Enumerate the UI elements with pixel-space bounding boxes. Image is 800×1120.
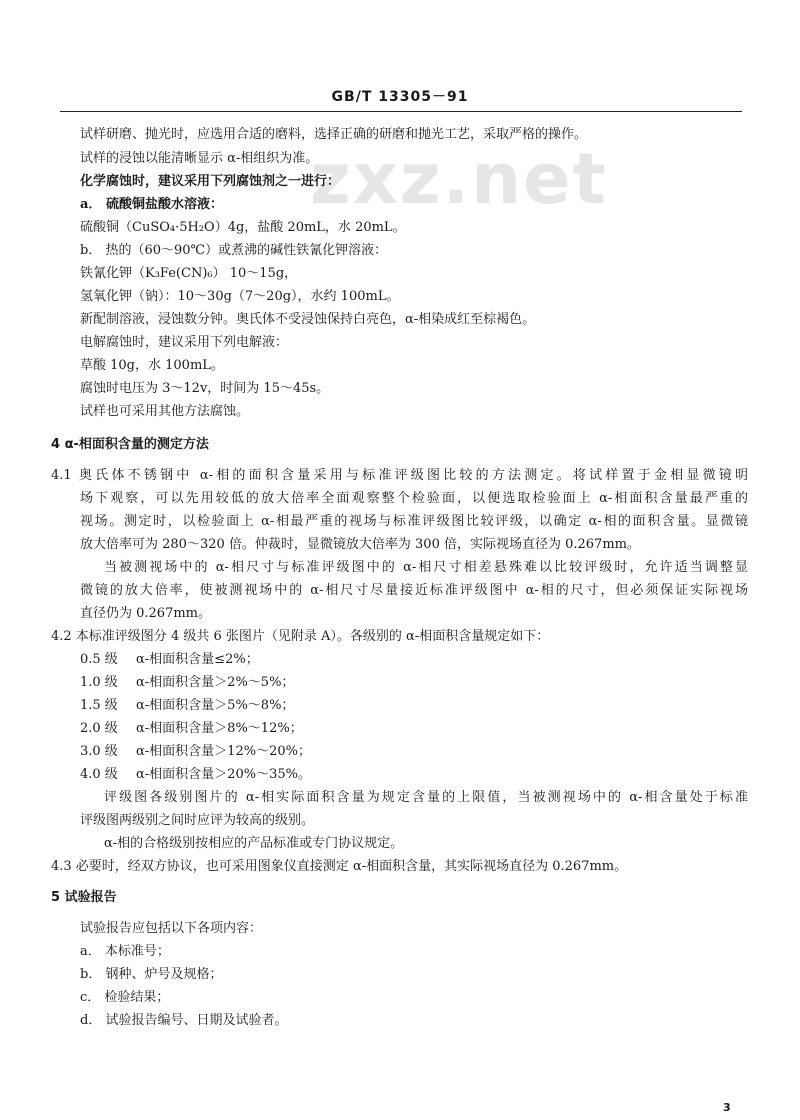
text-line: 化学腐蚀时，建议采用下列腐蚀剂之一进行： <box>80 174 341 189</box>
list-item-b: b． 热的（60～90℃）或煮沸的碱性铁氰化钾溶液： <box>80 243 388 258</box>
grade-level: 1.5 级 <box>80 698 118 713</box>
text-line: 腐蚀时电压为 3～12v，时间为 15～45s。 <box>80 381 330 396</box>
section-heading-5: 5 试验报告 <box>51 890 117 905</box>
grade-item <box>80 720 303 738</box>
paragraph-line: 当被测视场中的 α-相尺寸与标准评级图中的 α-相尺寸相差悬殊难以比较评级时，允许适当调整显 <box>104 560 748 575</box>
page-number: 3 <box>723 1101 731 1114</box>
report-item-c: c． 检验结果； <box>80 990 170 1005</box>
grade-text: α-相面积含量＞5%～8%； <box>136 698 295 713</box>
text-line: 试样的浸蚀以能清晰显示 α-相组织为准。 <box>80 151 319 166</box>
report-item-a: a． 本标准号； <box>80 944 170 959</box>
grade-level: 3.0 级 <box>80 744 118 759</box>
grade-text: α-相面积含量＞20%～35%。 <box>136 767 311 782</box>
grade-text: α-相面积含量＞12%～20%； <box>136 744 311 759</box>
grade-text: α-相面积含量≤2%； <box>136 652 259 667</box>
text-line: 铁氰化钾（K₃Fe(CN)₆） 10～15g， <box>80 266 298 281</box>
grade-level: 2.0 级 <box>80 721 118 736</box>
grade-item <box>80 766 311 784</box>
grade-text: α-相面积含量＞2%～5%； <box>136 675 295 690</box>
paragraph-line: 4.3 必要时，经双方协议，也可采用图象仪直接测定 α-相面积含量，其实际视场直径为 0.267mm。 <box>51 859 628 874</box>
report-item-b: b． 钢种、炉号及规格； <box>80 967 223 982</box>
grade-item <box>80 743 311 761</box>
paragraph-line: 4.1 奥氏体不锈钢中 α-相的面积含量采用与标准评级图比较的方法测定。将试样置于金相显微镜明 <box>51 468 748 483</box>
header-divider <box>60 111 742 112</box>
section-heading-4: 4 α-相面积含量的测定方法 <box>51 437 209 452</box>
list-item-a: a． 硫酸铜盐酸水溶液： <box>80 197 223 212</box>
text-line: 硫酸铜（CuSO₄·5H₂O）4g，盐酸 20mL，水 20mL。 <box>80 220 406 235</box>
text-line: 试样也可采用其他方法腐蚀。 <box>80 404 250 419</box>
paragraph-line: 4.2 本标准评级图分 4 级共 6 张图片（见附录 A）。各级别的 α-相面积含量规定如下： <box>51 629 550 644</box>
grade-level: 4.0 级 <box>80 767 118 782</box>
page-header-title: GB/T 13305－91 <box>331 89 469 105</box>
grade-item <box>80 697 294 715</box>
paragraph-line: 微镜的放大倍率，使被测视场中的 α-相尺寸尽量接近标准评级图中 α-相的尺寸，但必须保证实际视场 <box>80 583 748 598</box>
paragraph-line: 放大倍率可为 280～320 倍。仲裁时，显微镜放大倍率为 300 倍，实际视场直径为 0.267mm。 <box>80 537 640 552</box>
grade-text: α-相面积含量＞8%～12%； <box>136 721 303 736</box>
watermark-text: zxz.net <box>310 138 608 220</box>
paragraph-line: 直径仍为 0.267mm。 <box>80 606 212 621</box>
grade-level: 1.0 级 <box>80 675 118 690</box>
text-line: 新配制溶液，浸蚀数分钟。奥氏体不受浸蚀保持白亮色，α-相染成红至棕褐色。 <box>80 312 536 327</box>
text-line: 氢氧化钾（钠）：10～30g（7～20g），水约 100mL。 <box>80 289 400 304</box>
paragraph-line: 评级图各级别图片的 α-相实际面积含量为规定含量的上限值，当被测视场中的 α-相含量处于标准 <box>104 790 748 805</box>
grade-item <box>80 651 259 669</box>
paragraph-line: 评级图两级别之间时应评为较高的级别。 <box>80 813 315 828</box>
text-line: 试样研磨、抛光时，应选用合适的磨料，选择正确的研磨和抛光工艺，采取严格的操作。 <box>80 127 588 142</box>
paragraph-line: 视场。测定时，以检验面上 α-相最严重的视场与标准评级图比较评级，以确定 α-相的面积含量。显微镜 <box>80 514 748 529</box>
grade-level: 0.5 级 <box>80 652 118 667</box>
text-line: 电解腐蚀时，建议采用下列电解液： <box>80 335 289 350</box>
paragraph-line: 场下观察，可以先用较低的放大倍率全面观察整个检验面，以便选取检验面上 α-相面积含量最严重的 <box>80 491 748 506</box>
paragraph-line: 试验报告应包括以下各项内容： <box>80 921 263 936</box>
text-line: 草酸 10g，水 100mL。 <box>80 358 224 373</box>
grade-item <box>80 674 294 692</box>
report-item-d: d． 试验报告编号、日期及试验者。 <box>80 1013 288 1028</box>
paragraph-line: α-相的合格级别按相应的产品标准或专门协议规定。 <box>104 836 404 851</box>
